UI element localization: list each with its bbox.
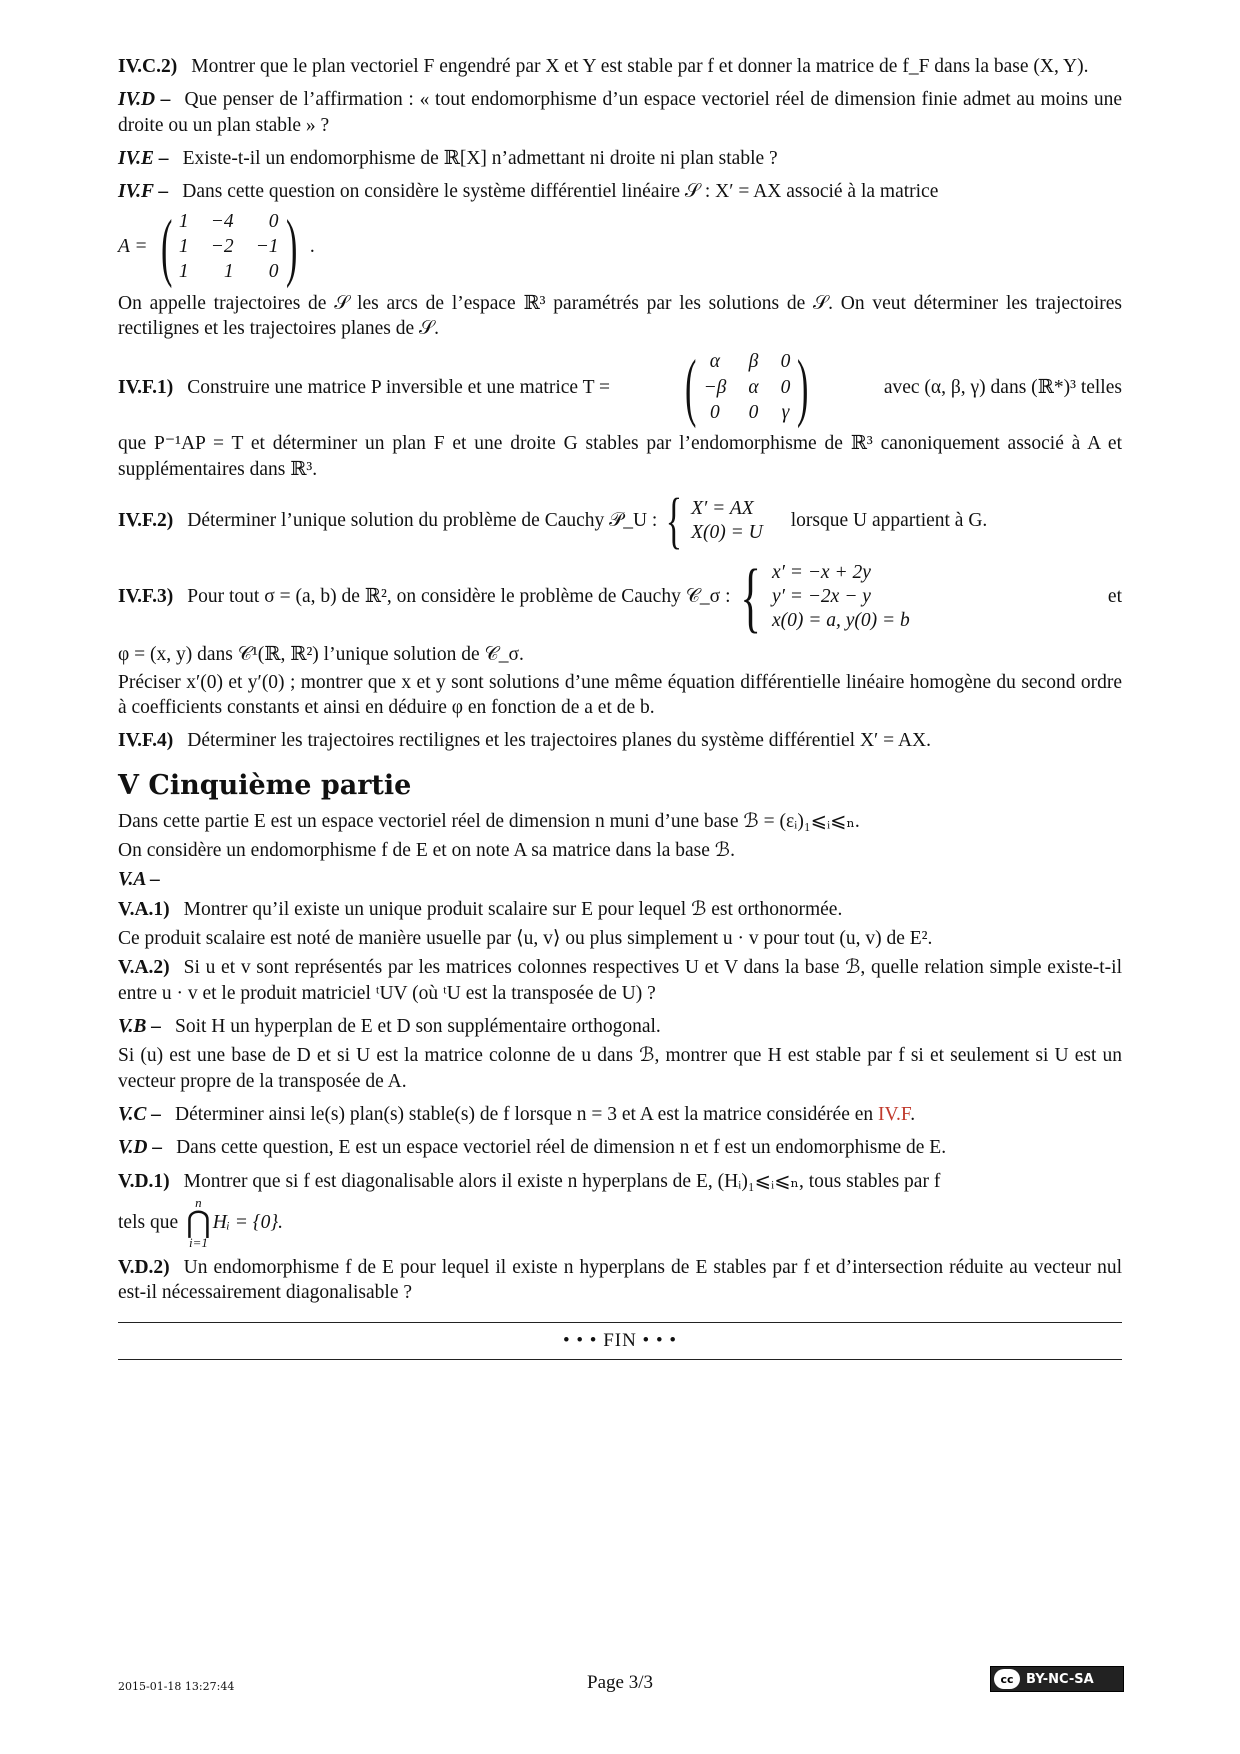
footer-timestamp: 2015-01-18 13:27:44 bbox=[118, 1680, 235, 1693]
question-label: IV.F.1) bbox=[118, 376, 174, 398]
intersection-symbol bbox=[186, 1196, 211, 1249]
question-label: V.A.1) bbox=[118, 898, 170, 920]
question-va2 bbox=[118, 955, 1122, 1006]
cap-lower: i=1 bbox=[188, 1235, 208, 1251]
question-ivf4 bbox=[118, 728, 1122, 753]
question-va1 bbox=[118, 897, 1122, 922]
question-text-2: lorsque U appartient à G. bbox=[790, 510, 988, 532]
matrix-cell: 1 bbox=[178, 236, 189, 258]
matrix-a bbox=[154, 204, 304, 289]
cauchy-system-p bbox=[691, 497, 763, 546]
section-intro-1: Dans cette partie E est un espace vectoriel réel de dimension n muni d’une base ℬ = (εᵢ)₁⩽ᵢ⩽ₙ. bbox=[118, 810, 860, 832]
matrix-cell: α bbox=[748, 376, 759, 398]
question-ivf3 bbox=[118, 553, 1122, 641]
question-text: Un endomorphisme f de E pour lequel il existe n hyperplans de E stables par f et d’intersection réduite au vecteur nul est-il nécessairement diagonalisable ? bbox=[118, 1257, 1122, 1304]
question-text-2: avec (α, β, γ) dans (ℝ*)³ telles bbox=[883, 376, 1122, 398]
paragraph-trajectoires: On appelle trajectoires de 𝒮 les arcs de l’espace ℝ³ paramétrés par les solutions de 𝒮. On veut déterminer les trajectoires rectilignes et les trajectoires planes de 𝒮. bbox=[118, 292, 1122, 340]
question-text: Déterminer ainsi le(s) plan(s) stable(s) de f lorsque n = 3 et A est la matrice considérée en bbox=[175, 1104, 874, 1126]
punctuation: . bbox=[910, 1104, 916, 1126]
question-vd1 bbox=[118, 1169, 1122, 1194]
system-line: x′ = −x + 2y bbox=[771, 561, 871, 583]
question-label: IV.F.3) bbox=[118, 586, 174, 608]
cap-sign: ⋂ bbox=[186, 1206, 211, 1240]
question-vb-cont: Si (u) est une base de D et si U est la matrice colonne de u dans ℬ, montrer que H est stable par f si et seulement si U est un vecteur propre de la transposée de A. bbox=[118, 1045, 1122, 1092]
matrix-cell: 1 bbox=[178, 261, 189, 283]
question-label: V.D.1) bbox=[118, 1170, 170, 1192]
question-text: Soit H un hyperplan de E et D son supplémentaire orthogonal. bbox=[175, 1016, 661, 1038]
left-brace: { bbox=[666, 487, 683, 556]
left-brace: { bbox=[740, 553, 762, 641]
question-label: V.D.2) bbox=[118, 1257, 170, 1279]
question-label: IV.F – bbox=[118, 181, 169, 203]
question-text: Hᵢ = {0}. bbox=[212, 1211, 284, 1233]
document-page bbox=[118, 54, 1122, 1360]
matrix-t bbox=[678, 345, 816, 430]
left-paren: ( bbox=[685, 345, 697, 430]
question-vb bbox=[118, 1014, 1122, 1039]
question-label: V.D – bbox=[118, 1137, 163, 1159]
matrix-cell: 0 bbox=[748, 402, 759, 424]
question-ivf bbox=[118, 179, 1122, 204]
matrix-t-cells bbox=[703, 349, 790, 425]
question-label: IV.D – bbox=[118, 89, 171, 111]
question-vc bbox=[118, 1102, 1122, 1127]
matrix-cell: −1 bbox=[255, 236, 279, 258]
matrix-cell: 1 bbox=[178, 210, 189, 232]
page-number: Page 3/3 bbox=[587, 1672, 653, 1693]
question-ivd bbox=[118, 87, 1122, 138]
matrix-a-prefix: A = bbox=[118, 236, 148, 258]
matrix-a-line bbox=[118, 204, 1122, 289]
system-line: X(0) = U bbox=[691, 522, 763, 544]
question-label: IV.E – bbox=[118, 148, 169, 170]
matrix-cell: 0 bbox=[268, 210, 279, 232]
matrix-cell: 0 bbox=[268, 261, 279, 283]
question-ivf1-cont: que P⁻¹AP = T et déterminer un plan F et une droite G stables par l’endomorphisme de ℝ³ canoniquement associé à A et supplémentaires dans ℝ³. bbox=[118, 433, 1122, 480]
question-label: V.A.2) bbox=[118, 957, 170, 979]
system-line: y′ = −2x − y bbox=[771, 585, 871, 607]
question-vd2 bbox=[118, 1255, 1122, 1306]
question-text: Montrer que si f est diagonalisable alors il existe n hyperplans de E, (Hᵢ)₁⩽ᵢ⩽ₙ, tous stables par f bbox=[183, 1170, 941, 1192]
question-label: IV.C.2) bbox=[118, 56, 178, 77]
matrix-cell: −4 bbox=[210, 210, 234, 232]
question-ivc2 bbox=[118, 54, 1122, 79]
question-text: Construire une matrice P inversible et une matrice T = bbox=[187, 376, 611, 398]
question-text: Que penser de l’affirmation : « tout endomorphisme d’un espace vectoriel réel de dimension finie admet au moins une droite ou un plan stable » ? bbox=[118, 89, 1122, 136]
question-label: IV.F.4) bbox=[118, 730, 174, 752]
right-paren: ) bbox=[285, 204, 297, 289]
question-va1-note: Ce produit scalaire est noté de manière usuelle par ⟨u, v⟩ ou plus simplement u · v pour tout (u, v) de E². bbox=[118, 928, 933, 949]
matrix-a-cells bbox=[179, 209, 279, 285]
question-text-2: et bbox=[1107, 586, 1122, 608]
cap-upper: n bbox=[195, 1195, 202, 1211]
question-vd1-cont bbox=[118, 1196, 1122, 1249]
question-text: tels que bbox=[118, 1211, 179, 1233]
matrix-cell: β bbox=[748, 351, 759, 373]
matrix-a-suffix: . bbox=[309, 236, 315, 258]
question-text: Montrer qu’il existe un unique produit scalaire sur E pour lequel ℬ est orthonormée. bbox=[183, 898, 843, 920]
question-ive bbox=[118, 146, 1122, 171]
question-label: V.A – bbox=[118, 869, 160, 891]
matrix-cell: 0 bbox=[780, 376, 791, 398]
question-va bbox=[118, 867, 1122, 892]
question-label: V.C – bbox=[118, 1104, 161, 1126]
question-label: IV.F.2) bbox=[118, 510, 174, 532]
question-text: Pour tout σ = (a, b) de ℝ², on considère le problème de Cauchy 𝒞_σ : bbox=[187, 586, 731, 608]
matrix-cell: 0 bbox=[710, 402, 720, 424]
matrix-cell: 0 bbox=[780, 351, 791, 373]
matrix-cell: α bbox=[709, 351, 721, 373]
question-text: Dans cette question on considère le système différentiel linéaire 𝒮 : X′ = AX associé à la matrice bbox=[182, 181, 939, 203]
question-ivf1 bbox=[118, 345, 1122, 430]
question-ivf3-cont: φ = (x, y) dans 𝒞¹(ℝ, ℝ²) l’unique solution de 𝒞_σ. bbox=[118, 644, 524, 666]
question-vd bbox=[118, 1135, 1122, 1160]
cc-icon: cc bbox=[994, 1669, 1020, 1689]
license-badge bbox=[990, 1666, 1124, 1692]
matrix-cell: 1 bbox=[223, 261, 234, 283]
question-ivf2 bbox=[118, 487, 1122, 556]
question-label: V.B – bbox=[118, 1016, 161, 1038]
license-text: BY-NC-SA bbox=[1026, 1671, 1094, 1687]
question-text: Existe-t-il un endomorphisme de ℝ[X] n’admettant ni droite ni plan stable ? bbox=[182, 148, 778, 170]
cauchy-system-c bbox=[772, 561, 910, 634]
cross-reference-link[interactable]: IV.F bbox=[878, 1104, 911, 1126]
question-ivf3-cont2: Préciser x′(0) et y′(0) ; montrer que x et y sont solutions d’une même équation différentielle linéaire homogène du second ordre à coefficients constants et ainsi en déduire φ en fonction de a et de b. bbox=[118, 671, 1122, 718]
right-paren: ) bbox=[797, 345, 809, 430]
question-text: Déterminer les trajectoires rectilignes et les trajectoires planes du système différentiel X′ = AX. bbox=[187, 730, 932, 752]
question-text: Si u et v sont représentés par les matrices colonnes respectives U et V dans la base ℬ, quelle relation simple existe-t-il entre u · v et le produit matriciel ᵗUV (où ᵗU est la transposée de U) ? bbox=[118, 957, 1122, 1004]
system-line: X′ = AX bbox=[691, 497, 754, 519]
matrix-cell: −β bbox=[703, 376, 727, 398]
section-intro-2: On considère un endomorphisme f de E et on note A sa matrice dans la base ℬ. bbox=[118, 839, 735, 861]
question-text: Déterminer l’unique solution du problème de Cauchy 𝒫_U : bbox=[187, 510, 658, 532]
question-text: Dans cette question, E est un espace vectoriel réel de dimension n et f est un endomorphisme de E. bbox=[176, 1137, 947, 1159]
left-paren: ( bbox=[160, 204, 172, 289]
matrix-cell: γ bbox=[781, 402, 790, 424]
question-text: Montrer que le plan vectoriel F engendré par X et Y est stable par f et donner la matrice de f_F dans la base (X, Y). bbox=[191, 56, 1089, 77]
matrix-cell: −2 bbox=[210, 236, 234, 258]
end-marker: • • • FIN • • • bbox=[562, 1329, 678, 1351]
divider bbox=[118, 1359, 1122, 1360]
section-title: V Cinquième partie bbox=[118, 769, 412, 801]
system-line: x(0) = a, y(0) = b bbox=[771, 610, 910, 632]
